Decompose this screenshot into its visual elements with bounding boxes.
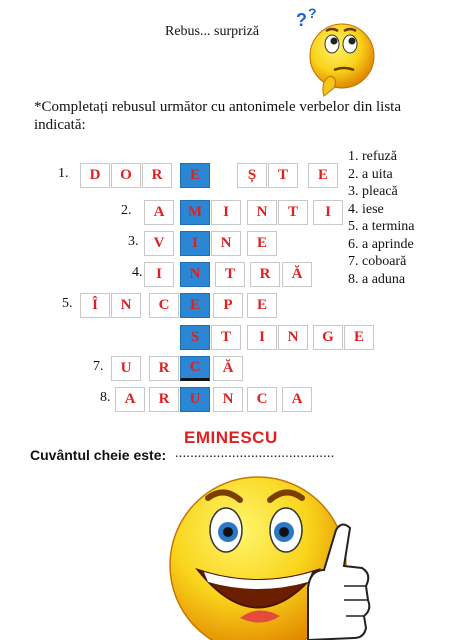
crossword-cell[interactable]: N — [211, 231, 241, 256]
keyword-cell[interactable]: E — [180, 163, 210, 188]
crossword-cell[interactable]: Ă — [282, 262, 312, 287]
row-number: 1. — [58, 166, 69, 181]
word-list-item: 8. a aduna — [348, 271, 406, 287]
crossword-cell[interactable]: Ș — [237, 163, 267, 188]
crossword-cell[interactable]: A — [282, 387, 312, 412]
crossword-cell[interactable]: I — [211, 200, 241, 225]
crossword-cell[interactable]: C — [247, 387, 277, 412]
word-list-item: 7. coboară — [348, 254, 407, 269]
row-number: 3. — [128, 234, 139, 249]
answer-blank: .......................................... — [175, 446, 335, 461]
svg-text:?: ? — [296, 10, 307, 30]
crossword-cell[interactable]: E — [344, 325, 374, 350]
keyword-cell[interactable]: M — [180, 200, 210, 225]
word-list-item: 2. a uita — [348, 166, 393, 182]
crossword-cell[interactable]: T — [211, 325, 241, 350]
crossword-cell[interactable]: T — [215, 262, 245, 287]
answer-label: Cuvântul cheie este: — [30, 447, 167, 463]
keyword-cell[interactable]: I — [180, 231, 210, 256]
crossword-cell[interactable]: N — [278, 325, 308, 350]
crossword-cell[interactable]: I — [247, 325, 277, 350]
crossword-cell[interactable]: T — [268, 163, 298, 188]
crossword-cell[interactable]: A — [144, 200, 174, 225]
crossword-cell[interactable]: N — [111, 293, 141, 318]
keyword-cell[interactable]: N — [180, 262, 210, 287]
crossword-cell[interactable]: E — [247, 231, 277, 256]
crossword-cell[interactable]: E — [308, 163, 338, 188]
crossword-cell[interactable]: R — [149, 387, 179, 412]
keyword-cell[interactable]: S — [180, 325, 210, 350]
crossword-cell[interactable]: V — [144, 231, 174, 256]
crossword-cell[interactable]: G — [313, 325, 343, 350]
instructions-text: *Completați rebusul următor cu antonimele verbelor din lista indicată: — [34, 99, 401, 133]
crossword-cell[interactable]: D — [80, 163, 110, 188]
crossword-cell[interactable]: R — [250, 262, 280, 287]
crossword-cell[interactable]: P — [213, 293, 243, 318]
thumbs-up-smiley-icon — [158, 470, 373, 640]
keyword-cell[interactable]: U — [180, 387, 210, 412]
crossword-cell[interactable]: O — [111, 163, 141, 188]
crossword-cell[interactable]: A — [115, 387, 145, 412]
row-number: 4. — [132, 265, 143, 280]
crossword-cell[interactable]: Î — [80, 293, 110, 318]
row-number: 5. — [62, 296, 73, 311]
keyword-cell[interactable]: E — [180, 293, 210, 318]
row-number: 2. — [121, 203, 132, 218]
crossword-cell[interactable]: R — [149, 356, 179, 381]
answer-value: EMINESCU — [184, 428, 278, 447]
svg-text:?: ? — [308, 5, 317, 21]
row-number: 8. — [100, 390, 111, 405]
keyword-cell[interactable]: C — [180, 356, 210, 381]
word-list-item: 3. pleacă — [348, 184, 398, 199]
crossword-cell[interactable]: N — [213, 387, 243, 412]
crossword-cell[interactable]: U — [111, 356, 141, 381]
row-number: 7. — [93, 359, 104, 374]
word-list — [348, 148, 414, 288]
word-list-item: 1. refuză — [348, 149, 397, 164]
crossword-cell[interactable]: I — [144, 262, 174, 287]
crossword-cell[interactable]: I — [313, 200, 343, 225]
crossword-cell[interactable]: N — [247, 200, 277, 225]
crossword-cell[interactable]: C — [149, 293, 179, 318]
word-list-item: 4. iese — [348, 201, 384, 217]
thinking-smiley-icon — [292, 4, 377, 99]
word-list-item: 5. a termina — [348, 219, 415, 234]
crossword-cell[interactable]: E — [247, 293, 277, 318]
crossword-cell[interactable]: R — [142, 163, 172, 188]
crossword-cell[interactable]: T — [278, 200, 308, 225]
puzzle-title: Rebus... surpriză — [165, 24, 260, 39]
word-list-item: 6. a aprinde — [348, 236, 414, 252]
crossword-cell[interactable]: Ă — [213, 356, 243, 381]
